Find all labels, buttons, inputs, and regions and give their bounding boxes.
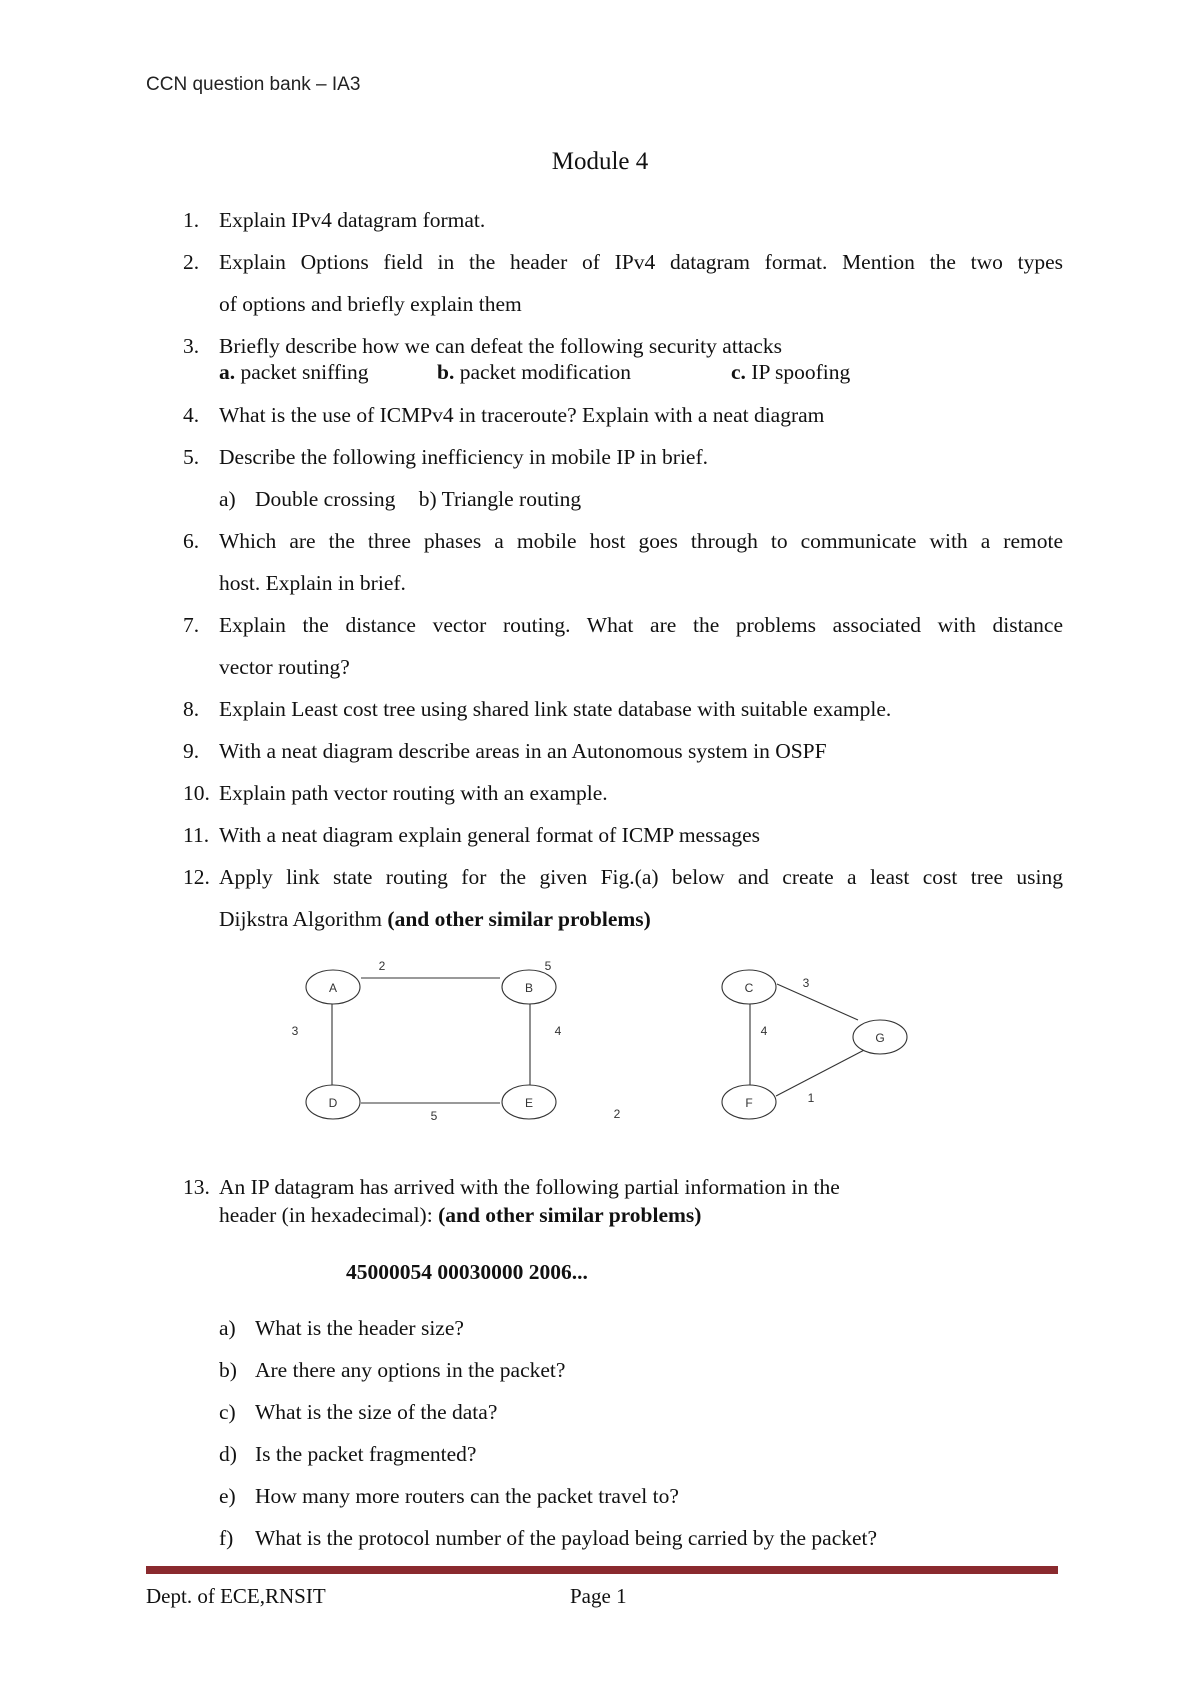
page-title: Module 4 <box>551 148 649 175</box>
running-header: CCN question bank – IA3 <box>146 74 361 95</box>
node-label-f: F <box>745 1096 753 1110</box>
question-number: 5. <box>183 445 200 469</box>
weight-b-top: 5 <box>544 959 552 973</box>
hex-header-value: 45000054 00030000 2006... <box>346 1260 588 1284</box>
question-text-line2: Dijkstra Algorithm (and other similar problems) <box>219 907 651 931</box>
question-13-sub-d: d) Is the packet fragmented? <box>219 1442 477 1466</box>
question-13-sub-a: a) What is the header size? <box>219 1316 464 1340</box>
question-number: 11. <box>183 823 210 847</box>
node-label-a: A <box>328 981 338 995</box>
footer-department: Dept. of ECE,RNSIT <box>146 1584 326 1608</box>
weight-c-f: 4 <box>760 1024 768 1038</box>
question-text: Briefly describe how we can defeat the following security attacks <box>219 334 782 358</box>
question-13-sub-b: b) Are there any options in the packet? <box>219 1358 566 1382</box>
question-text: Explain path vector routing with an example. <box>219 781 608 805</box>
question-number: 1. <box>183 208 200 232</box>
question-number: 6. <box>183 529 200 553</box>
node-label-e: E <box>524 1096 534 1110</box>
question-number: 13. <box>183 1175 210 1199</box>
node-label-b: B <box>524 981 534 995</box>
node-label-c: C <box>744 981 754 995</box>
question-number: 10. <box>183 781 210 805</box>
question-number: 7. <box>183 613 200 637</box>
question-text: Explain IPv4 datagram format. <box>219 208 486 232</box>
question-text: Describe the following inefficiency in mobile IP in brief. <box>219 445 708 469</box>
question-text-line1: Apply link state routing for the given Fig.(a) below and create a least cost tree using <box>219 865 1063 889</box>
question-text-line1: Explain Options field in the header of IPv4 datagram format. Mention the two types <box>219 250 1063 274</box>
node-label-d: D <box>328 1096 338 1110</box>
question-text-line2: host. Explain in brief. <box>219 571 406 595</box>
question-text: With a neat diagram explain general format of ICMP messages <box>219 823 761 847</box>
question-number: 8. <box>183 697 200 721</box>
edge-f-g <box>776 1047 870 1096</box>
question-text: Explain Least cost tree using shared link state database with suitable example. <box>219 697 892 721</box>
question-number: 3. <box>183 334 200 358</box>
weight-b-e: 4 <box>554 1024 562 1038</box>
option-a: a. packet sniffing <box>219 360 369 384</box>
question-13-sub-c: c) What is the size of the data? <box>219 1400 498 1424</box>
question-text-line1: An IP datagram has arrived with the following partial information in the <box>219 1175 840 1199</box>
weight-a-d: 3 <box>291 1024 299 1038</box>
question-13-sub-e: e) How many more routers can the packet travel to? <box>219 1484 679 1508</box>
footer-divider <box>146 1566 1058 1574</box>
footer-page-number: Page 1 <box>570 1584 627 1608</box>
edge-c-g <box>777 984 858 1020</box>
question-text-line2: header (in hexadecimal): (and other similar problems) <box>219 1203 702 1227</box>
question-number: 4. <box>183 403 200 427</box>
question-text: With a neat diagram describe areas in an Autonomous system in OSPF <box>219 739 827 763</box>
question-text-line1: Explain the distance vector routing. What are the problems associated with distance <box>219 613 1063 637</box>
question-text-line1: Which are the three phases a mobile host goes through to communicate with a remote <box>219 529 1063 553</box>
question-text: What is the use of ICMPv4 in traceroute? Explain with a neat diagram <box>219 403 825 427</box>
question-text-line2: of options and briefly explain them <box>219 292 522 316</box>
sub-text: b) Triangle routing <box>418 487 582 511</box>
sub-label: a) <box>219 487 236 511</box>
option-c: c. IP spoofing <box>731 360 851 384</box>
option-b: b. packet modification <box>437 360 632 384</box>
question-number: 9. <box>183 739 200 763</box>
weight-stray: 2 <box>613 1107 621 1121</box>
sub-text: Double crossing <box>255 487 396 511</box>
weight-a-b: 2 <box>378 959 386 973</box>
weight-c-g: 3 <box>802 976 810 990</box>
question-text-line2: vector routing? <box>219 655 350 679</box>
question-13-sub-f: f) What is the protocol number of the payload being carried by the packet? <box>219 1526 878 1550</box>
question-number: 12. <box>183 865 210 889</box>
question-number: 2. <box>183 250 200 274</box>
weight-d-e: 5 <box>430 1109 438 1123</box>
node-label-g: G <box>875 1031 885 1045</box>
weight-f-g: 1 <box>807 1091 815 1105</box>
